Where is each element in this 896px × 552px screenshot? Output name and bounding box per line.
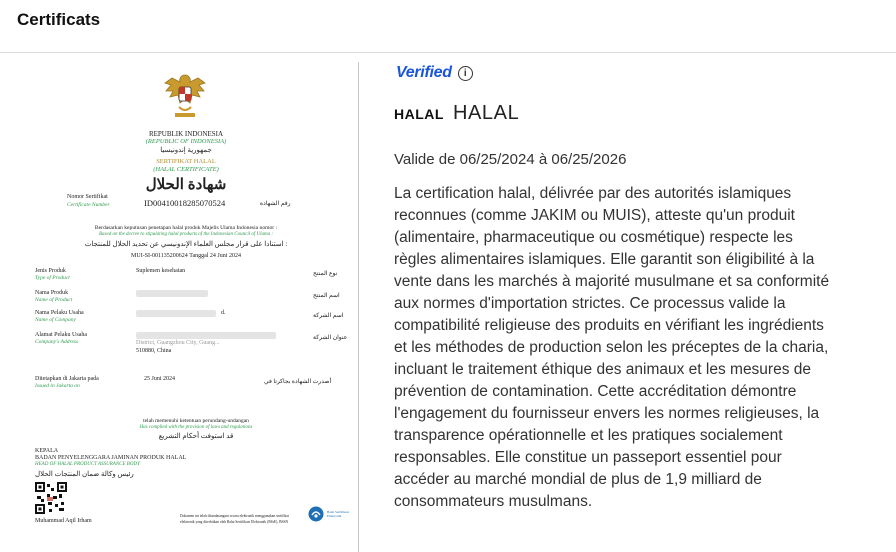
doc-agency-en: HEAD OF HALAL PRODUCT ASSURANCE BODY — [35, 462, 140, 467]
verified-label: Verified — [396, 64, 452, 81]
halal-logo: HALAL — [394, 106, 444, 122]
doc-issued-date: 25 Juni 2024 — [144, 376, 176, 382]
doc-issued-label: Ditetapkan di Jakarta pada — [35, 376, 99, 382]
page-title: Certificats — [17, 10, 101, 29]
redacted-product-name — [136, 290, 208, 297]
doc-compliance-en: Has complied with the provision of laws and regulations — [139, 425, 253, 430]
doc-bsre-logo-text: Balai Sertifikasi Elektronik — [327, 510, 349, 518]
doc-company-label-en: Name of Company — [35, 317, 76, 323]
certification-name: HALAL — [452, 102, 520, 124]
doc-product-type: Suplemen kesehatan — [136, 268, 186, 274]
doc-number-label-ar: رقم الشهادة — [260, 201, 291, 207]
doc-address-line3: 510880, China — [136, 348, 172, 354]
doc-cert-title-ar: شهادة الحلال — [145, 177, 227, 193]
doc-decree: MUI-SI-001135200624 Tanggal 24 Juni 2024 — [131, 253, 241, 259]
doc-issued-label-en: Issued in Jakarta on — [35, 383, 80, 389]
qr-code-icon — [35, 482, 67, 514]
info-icon[interactable]: i — [458, 66, 473, 81]
doc-basis-en: Based on the decree to stipulating halal products of the Indonesian Council of Ulama : — [98, 232, 274, 237]
doc-agency-ar: رئيس وكالة ضمان المنتجات الحلال — [35, 470, 134, 478]
doc-basis: Berdasarkan keputusan penetapan halal produk Majelis Ulama Indonesia nomor : — [94, 225, 278, 231]
validity-period: Valide de 06/25/2024 à 06/25/2026 — [394, 151, 627, 168]
doc-company-label: Nama Pelaku Usaha — [35, 310, 84, 316]
doc-product-name-label-en: Name of Product — [35, 297, 73, 303]
doc-product-type-label-ar: نوع المنتج — [313, 271, 338, 277]
doc-address-label-en: Company's Address — [35, 339, 79, 345]
doc-product-type-label: Jenis Produk — [35, 268, 66, 274]
certification-description: La certification halal, délivrée par des autorités islamiques reconnues (comme JAKIM ou MUIS), atteste qu'un produit (alimentaire, pharmaceutique ou cosmétique) respecte les règles alimentaires islamiques. Elle garantit son éligibilité à la vente dans les marchés à majorité musulmane et sa conformité aux normes d'importation strictes. Ce processus valide la compatibilité religieuse des produits en vérifiant les ingrédients et les méthodes de production selon les préceptes de la charia, incluant le traitement éthique des animaux et les mesures de prévention de contamination. Cette accréditation démontre l'engagement du fournisseur envers les normes religieuses, la transparence opérationnelle et les pratiques socialement responsables. Elle constitue un passeport essentiel pour accéder au marché mondial de plus de 1,9 milliard de consommateurs musulmans. — [394, 185, 830, 510]
doc-product-name-label: Nama Produk — [35, 290, 69, 296]
bsre-logo-icon — [308, 506, 324, 522]
redacted-company-name — [136, 310, 216, 317]
doc-company-label-ar: اسم الشركة — [313, 313, 344, 319]
doc-basis-ar: استنادا على قرار مجلس العلماء الإندونيسي عن تحديد الحلال للمنتجات : — [84, 240, 288, 248]
doc-company-suffix: d. — [221, 310, 226, 316]
document-edge — [358, 62, 359, 552]
doc-head-label: KEPALA — [35, 448, 59, 454]
page-header — [0, 0, 896, 53]
doc-address-line2: District, Guangzhou City, Guang... — [136, 340, 220, 346]
doc-footnote-1: Dokumen ini telah ditandatangani secara elektronik menggunakan sertifikat — [180, 514, 289, 518]
doc-compliance-ar: قد استوفت أحكام التشريع — [158, 432, 234, 440]
doc-number-label-en: Certificate Number — [67, 202, 110, 208]
doc-number-label: Nomor Sertifikat — [67, 194, 108, 200]
doc-republic-en: (REPUBLIC OF INDONESIA) — [145, 138, 227, 145]
doc-issued-label-ar: أصدرت الشهادة بجاكرتا في — [264, 379, 332, 385]
doc-product-name-label-ar: اسم المنتج — [313, 293, 340, 299]
doc-address-label-ar: عنوان الشركة — [313, 335, 348, 341]
garuda-emblem-icon — [163, 69, 207, 123]
doc-product-type-label-en: Type of Product — [35, 275, 70, 281]
doc-cert-title-en: (HALAL CERTIFICATE) — [153, 166, 219, 173]
doc-republic-ar: جمهورية إندونيسيا — [160, 146, 212, 154]
verified-badge — [396, 62, 473, 84]
doc-republic: REPUBLIK INDONESIA — [148, 130, 224, 138]
doc-cert-title: SERTIFIKAT HALAL — [156, 158, 216, 165]
doc-footnote-2: elektronik yang diterbitkan oleh Balai Sertifikasi Elektronik (BSrE), BSSN — [180, 520, 289, 524]
redacted-address-line1 — [136, 332, 276, 339]
certificate-document-image[interactable] — [0, 62, 360, 552]
doc-number: ID00410018285070524 — [144, 198, 226, 208]
doc-agency: BADAN PENYELENGGARA JAMINAN PRODUK HALAL — [35, 455, 187, 461]
doc-compliance: telah memenuhi ketentuan perundang-undangan — [143, 418, 249, 424]
certification-name-row — [394, 102, 519, 125]
doc-address-label: Alamat Pelaku Usaha — [35, 332, 87, 338]
doc-signatory: Muhammad Aqil Irham — [35, 518, 92, 524]
